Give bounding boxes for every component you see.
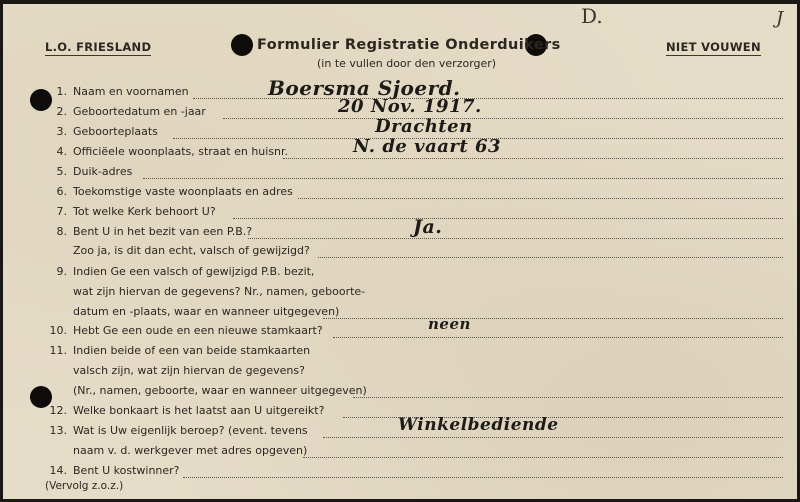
form-row — [33, 364, 763, 381]
corner-mark-j: J — [776, 8, 784, 29]
handwritten-answer: Drachten — [375, 116, 473, 137]
row-number: 14. — [49, 464, 67, 477]
row-number: 2. — [56, 105, 67, 118]
form-title: Formulier Registratie Onderduikers — [257, 37, 561, 53]
answer-line — [353, 397, 783, 398]
row-label: Officiëele woonplaats, straat en huisnr. — [73, 145, 289, 158]
row-label: Naam en voornamen — [73, 85, 189, 98]
row-label: wat zijn hiervan de gegevens? Nr., namen, geboorte- — [73, 285, 366, 298]
form-row — [33, 205, 763, 222]
handwritten-answer: 20 Nov. 1917. — [338, 96, 482, 117]
continued-overleaf-note: (Vervolg z.o.z.) — [45, 480, 124, 492]
row-label: valsch zijn, wat zijn hiervan de gegevens? — [73, 364, 305, 377]
row-label: Duik-adres — [73, 165, 133, 178]
row-label: (Nr., namen, geboorte, waar en wanneer uitgegeven) — [73, 384, 367, 397]
form-row — [33, 244, 763, 261]
row-number: 4. — [56, 145, 67, 158]
handwritten-answer: neen — [428, 315, 471, 333]
row-label: Tot welke Kerk behoort U? — [73, 205, 216, 218]
registration-card — [3, 4, 797, 499]
row-number: 13. — [49, 424, 67, 437]
do-not-fold-label: NIET VOUWEN — [666, 40, 761, 54]
row-label: Bent U in het bezit van een P.B.? — [73, 225, 253, 238]
form-row — [33, 265, 763, 282]
row-number: 1. — [56, 85, 67, 98]
row-label: Geboorteplaats — [73, 125, 158, 138]
row-number: 11. — [49, 344, 67, 357]
row-number: 6. — [56, 185, 67, 198]
form-row — [33, 384, 763, 401]
region-label: L.O. FRIESLAND — [45, 40, 152, 54]
answer-line — [248, 238, 783, 239]
row-label: Indien beide of een van beide stamkaarten — [73, 344, 311, 357]
form-row — [33, 225, 763, 242]
form-row — [33, 444, 763, 461]
form-row — [33, 464, 763, 481]
form-row — [33, 165, 763, 182]
row-label: Hebt Ge een oude en een nieuwe stamkaart? — [73, 324, 323, 337]
answer-line — [283, 158, 783, 159]
form-subtitle: (in te vullen door den verzorger) — [317, 57, 497, 70]
row-number: 8. — [56, 225, 67, 238]
row-label: Zoo ja, is dit dan echt, valsch of gewijzigd? — [73, 244, 310, 257]
form-row — [33, 305, 763, 322]
answer-line — [323, 318, 783, 319]
answer-line — [183, 477, 783, 478]
row-number: 12. — [49, 404, 67, 417]
answer-line — [143, 178, 783, 179]
punch-hole-top-left — [231, 34, 253, 56]
row-number: 9. — [56, 265, 67, 278]
row-number: 10. — [49, 324, 67, 337]
handwritten-answer: Winkelbediende — [398, 415, 559, 435]
form-row — [33, 344, 763, 361]
row-label: Welke bonkaart is het laatst aan U uitgereikt? — [73, 404, 325, 417]
answer-line — [323, 437, 783, 438]
handwritten-answer: Ja. — [413, 216, 443, 238]
row-label: Toekomstige vaste woonplaats en adres — [73, 185, 293, 198]
form-row — [33, 324, 763, 341]
handwritten-answer: Boersma Sjoerd. — [268, 76, 461, 100]
corner-mark-d: D. — [581, 4, 603, 28]
row-label: datum en -plaats, waar en wanneer uitgegeven) — [73, 305, 340, 318]
row-number: 7. — [56, 205, 67, 218]
row-label: Wat is Uw eigenlijk beroep? (event. tevens — [73, 424, 308, 437]
row-label: Bent U kostwinner? — [73, 464, 180, 477]
answer-line — [298, 198, 783, 199]
answer-line — [223, 118, 783, 119]
form-row — [33, 185, 763, 202]
row-label: Geboortedatum en -jaar — [73, 105, 206, 118]
row-number: 5. — [56, 165, 67, 178]
answer-line — [303, 457, 783, 458]
answer-line — [318, 257, 783, 258]
row-label: naam v. d. werkgever met adres opgeven) — [73, 444, 308, 457]
answer-line — [233, 218, 783, 219]
row-number: 3. — [56, 125, 67, 138]
row-label: Indien Ge een valsch of gewijzigd P.B. bezit, — [73, 265, 315, 278]
handwritten-answer: N. de vaart 63 — [353, 136, 502, 157]
form-row — [33, 285, 763, 302]
answer-line — [333, 337, 783, 338]
